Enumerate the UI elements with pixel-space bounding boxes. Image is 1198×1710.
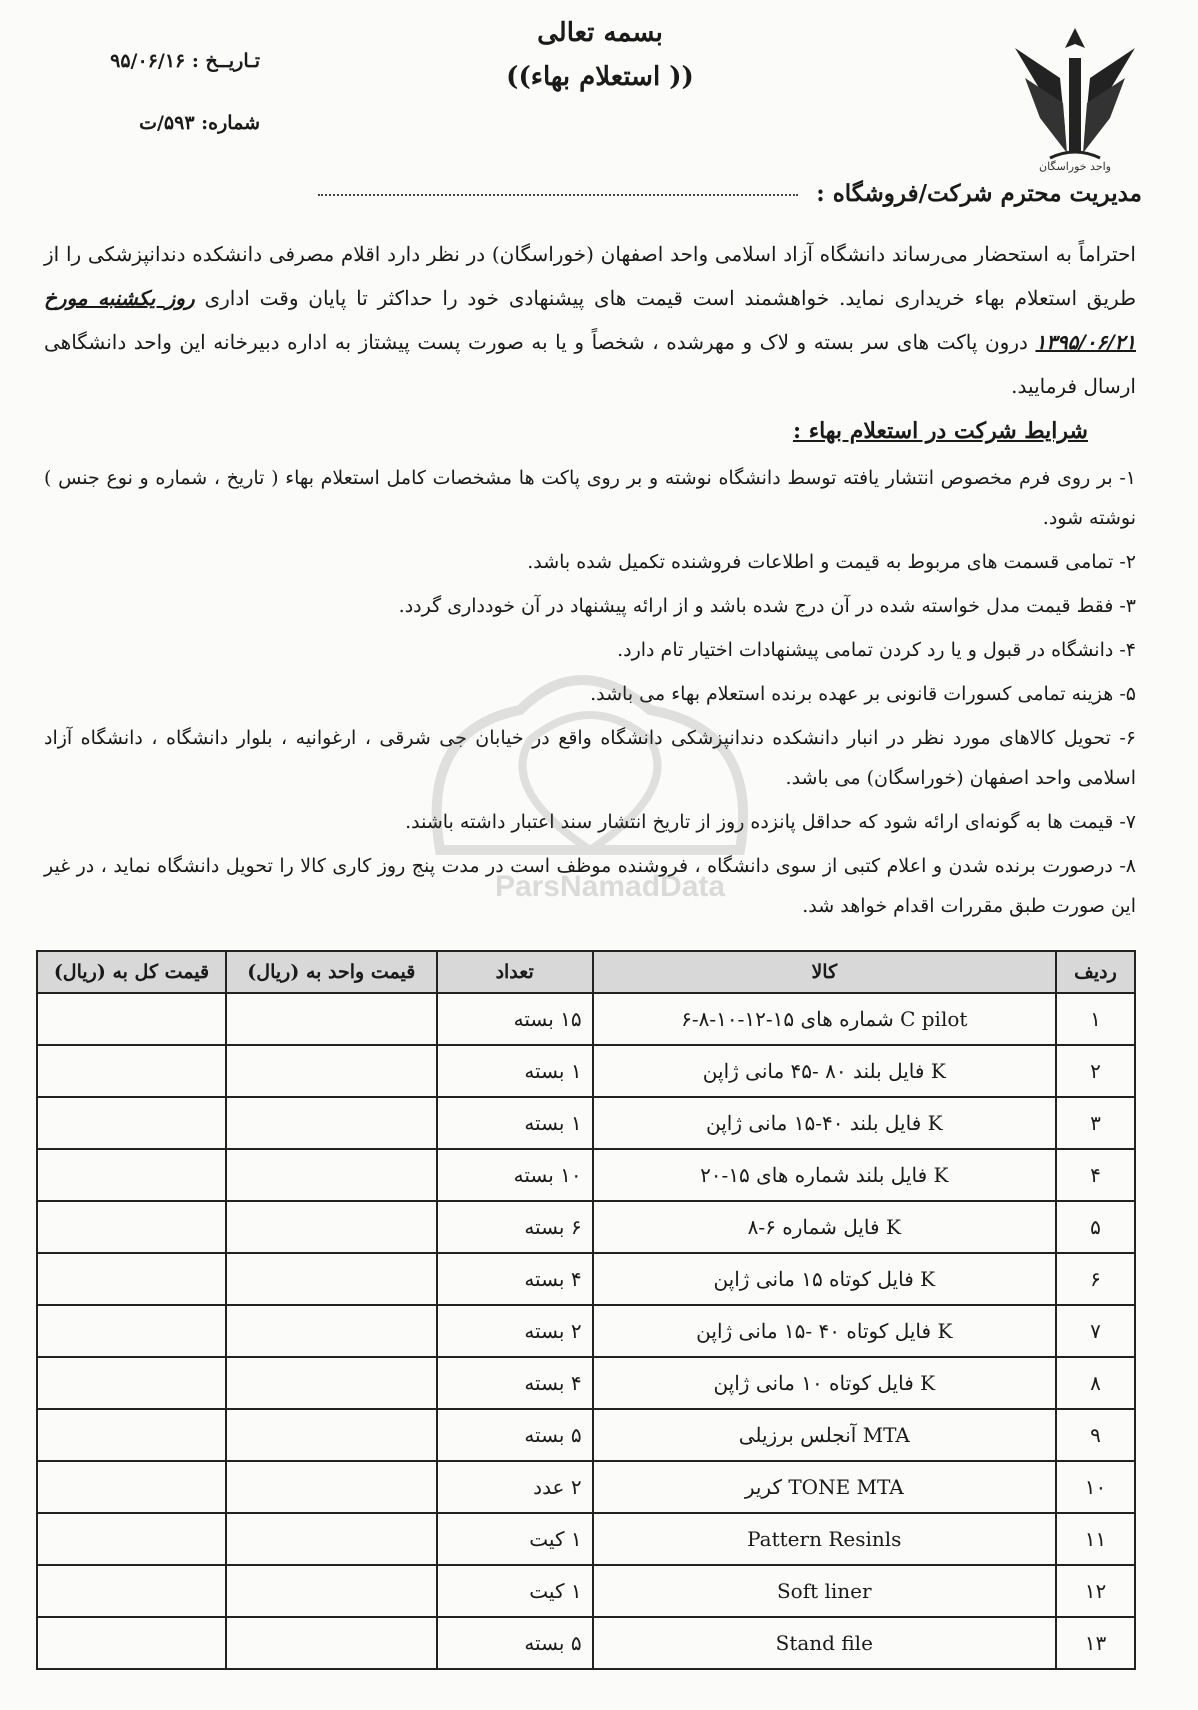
row-total-price [37,1409,226,1461]
row-qty: ۱ کیت [437,1513,593,1565]
row-index: ۱ [1056,993,1135,1045]
row-qty: ۲ بسته [437,1305,593,1357]
addressee-label: مدیریت محترم شرکت/فروشگاه : [816,180,1142,207]
row-total-price [37,1513,226,1565]
row-unit-price [226,1253,437,1305]
addressee-line [242,180,1142,207]
row-item: K فایل کوتاه ۱۰ مانی ژاپن [593,1357,1056,1409]
table-row [37,1357,1135,1409]
condition-item: ۲- تمامی قسمت های مربوط به قیمت و اطلاعات فروشنده تکمیل شده باشد. [527,551,1136,573]
row-index: ۱۰ [1056,1461,1135,1513]
condition-item: ۳- فقط قیمت مدل خواسته شده در آن درج شده باشد و از ارائه پیشنهاد در آن خودداری گردد. [398,595,1136,617]
intro-paragraph [44,232,1136,408]
header-item: کالا [593,951,1056,993]
row-qty: ۲ عدد [437,1461,593,1513]
row-unit-price [226,1305,437,1357]
row-total-price [37,993,226,1045]
row-item: MTA آنجلس برزیلی [593,1409,1056,1461]
header-index: ردیف [1056,951,1135,993]
row-item: TONE MTA کریر [593,1461,1056,1513]
table-row [37,1513,1135,1565]
watermark-text: ParsNamadData [494,870,726,903]
logo-caption: واحد خوراسگان [1038,160,1111,173]
row-index: ۱۲ [1056,1565,1135,1617]
header-qty: تعداد [437,951,593,993]
document-number: شماره: ۵۹۳/ت [139,112,260,134]
condition-item: ۸- درصورت برنده شدن و اعلام کتبی از سوی دانشگاه ، فروشنده موظف است در مدت پنج روز کاری کالا را تحویل دانشگاه نماید ، در غیر این صورت طبق مقررات اقدام خواهد شد. [44,855,1136,917]
table-row [37,1097,1135,1149]
row-unit-price [226,1513,437,1565]
header-total-price: قیمت کل به (ریال) [37,951,226,993]
addressee-fill-line [318,194,798,196]
row-index: ۴ [1056,1149,1135,1201]
row-unit-price [226,993,437,1045]
row-unit-price [226,1097,437,1149]
row-qty: ۱ بسته [437,1045,593,1097]
items-table-wrapper [36,950,1136,1670]
condition-item: ۵- هزینه تمامی کسورات قانونی بر عهده برنده استعلام بهاء می باشد. [590,683,1136,705]
row-total-price [37,1045,226,1097]
table-row [37,1045,1135,1097]
table-row [37,1461,1135,1513]
row-total-price [37,1097,226,1149]
row-item: K فایل بلند شماره های ۱۵-۲۰ [593,1149,1056,1201]
row-item: Stand file [593,1617,1056,1669]
row-qty: ۴ بسته [437,1357,593,1409]
header-unit-price: قیمت واحد به (ریال) [226,951,437,993]
deadline-text: روز یکشنبه مورخ ۱۳۹۵/۰۶/۲۱ [44,286,1136,354]
intro-text-before: احتراماً به استحضار می‌رساند دانشگاه آزاد اسلامی واحد اصفهان (خوراسگان) در نظر دارد اقلام مصرفی دانشکده دندانپزشکی را از طریق استعلام بهاء خریداری نماید. خواهشمند است قیمت های پیشنهادی خود را حداکثر تا پایان وقت اداری [44,242,1137,310]
row-total-price [37,1565,226,1617]
row-index: ۹ [1056,1409,1135,1461]
table-row [37,1565,1135,1617]
row-index: ۸ [1056,1357,1135,1409]
row-index: ۶ [1056,1253,1135,1305]
condition-item: ۴- دانشگاه در قبول و یا رد کردن تمامی پیشنهادات اختیار تام دارد. [617,639,1136,661]
row-item: K فایل بلند ۸۰ -۴۵ مانی ژاپن [593,1045,1056,1097]
condition-item: ۶- تحویل کالاهای مورد نظر در انبار دانشکده دندانپزشکی دانشگاه واقع در خیابان جی شرقی ، ارغوانیه ، بلوار دانشگاه ، دانشگاه آزاد اسلامی واحد اصفهان (خوراسگان) می باشد. [44,727,1136,789]
row-index: ۵ [1056,1201,1135,1253]
intro-text-after: درون پاکت های سر بسته و لاک و مهرشده ، شخصاً و یا به صورت پست پیشتاز به اداره دبیرخانه این واحد دانشگاهی ارسال فرمایید. [44,330,1136,398]
row-total-price [37,1357,226,1409]
row-item: K فایل شماره ۶-۸ [593,1201,1056,1253]
row-qty: ۴ بسته [437,1253,593,1305]
table-row [37,993,1135,1045]
row-index: ۲ [1056,1045,1135,1097]
row-total-price [37,1253,226,1305]
row-unit-price [226,1565,437,1617]
bismillah-heading: بسمه تعالی [537,18,663,48]
row-total-price [37,1305,226,1357]
table-row [37,1305,1135,1357]
row-item: Pattern Resinls [593,1513,1056,1565]
row-item: C pilot شماره های ۱۵-۱۲-۱۰-۸-۶ [593,993,1056,1045]
row-index: ۱۱ [1056,1513,1135,1565]
row-qty: ۱۵ بسته [437,993,593,1045]
row-unit-price [226,1201,437,1253]
row-total-price [37,1201,226,1253]
row-index: ۷ [1056,1305,1135,1357]
condition-item: ۷- قیمت ها به گونه‌ای ارائه شود که حداقل پانزده روز از تاریخ انتشار سند اعتبار داشته باشند. [405,811,1136,833]
row-unit-price [226,1617,437,1669]
conditions-title: شرایط شرکت در استعلام بهاء : [792,418,1088,444]
row-unit-price [226,1045,437,1097]
row-qty: ۱۰ بسته [437,1149,593,1201]
items-table [36,950,1136,1670]
row-item: K فایل کوتاه ۴۰ -۱۵ مانی ژاپن [593,1305,1056,1357]
row-item: K فایل کوتاه ۱۵ مانی ژاپن [593,1253,1056,1305]
row-unit-price [226,1357,437,1409]
table-row [37,1409,1135,1461]
row-total-price [37,1149,226,1201]
row-index: ۳ [1056,1097,1135,1149]
row-total-price [37,1617,226,1669]
row-qty: ۱ کیت [437,1565,593,1617]
document-date: تـاریــخ : ۹۵/۰۶/۱۶ [110,50,260,72]
table-header-row [37,951,1135,993]
row-index: ۱۳ [1056,1617,1135,1669]
row-qty: ۵ بسته [437,1409,593,1461]
row-unit-price [226,1461,437,1513]
row-unit-price [226,1149,437,1201]
row-qty: ۶ بسته [437,1201,593,1253]
row-qty: ۵ بسته [437,1617,593,1669]
table-row [37,1201,1135,1253]
row-total-price [37,1461,226,1513]
document-title: (( استعلام بهاء)) [506,62,694,92]
table-row [37,1617,1135,1669]
table-row [37,1149,1135,1201]
table-row [37,1253,1135,1305]
row-unit-price [226,1409,437,1461]
university-logo [1005,18,1145,178]
row-qty: ۱ بسته [437,1097,593,1149]
row-item: Soft liner [593,1565,1056,1617]
row-item: K فایل بلند ۴۰-۱۵ مانی ژاپن [593,1097,1056,1149]
condition-item: ۱- بر روی فرم مخصوص انتشار یافته توسط دانشگاه نوشته و بر روی پاکت ها مشخصات کامل استعلام بهاء ( تاریخ ، شماره و نوع جنس ) نوشته شود. [44,467,1136,529]
